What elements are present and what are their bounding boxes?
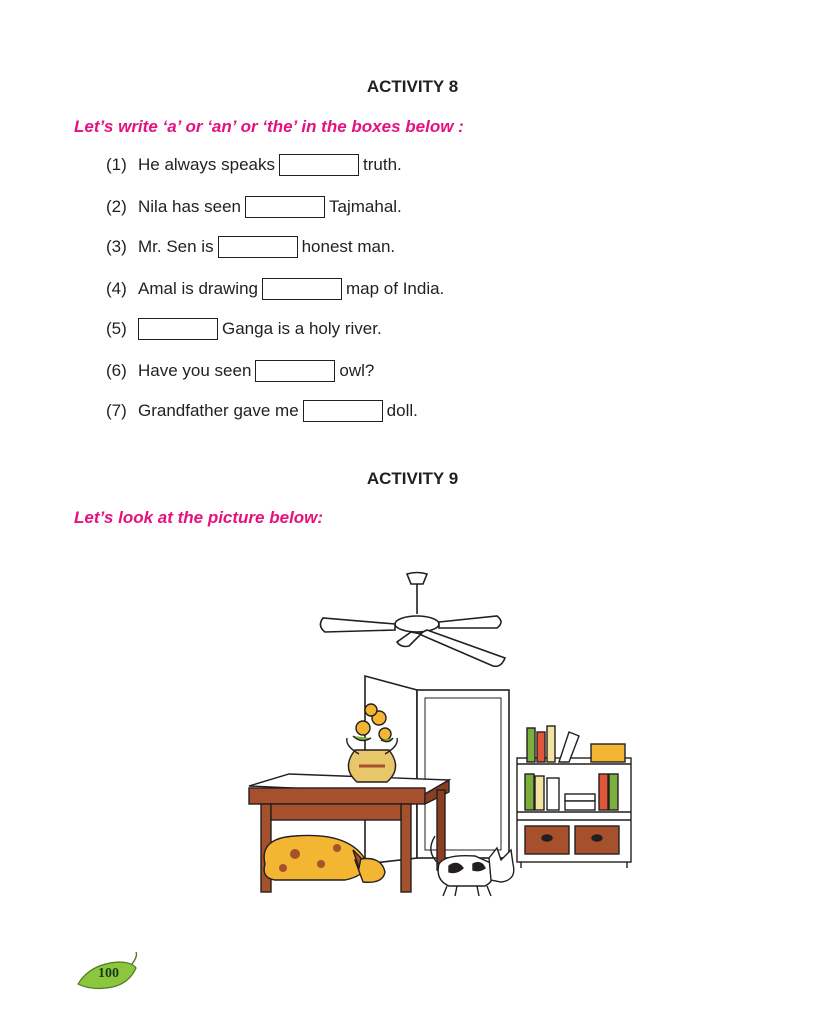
bookshelf [517,726,631,868]
question-number: (5) [106,319,127,338]
answer-box-1[interactable] [279,154,359,176]
answer-box-5[interactable] [138,318,218,340]
question-text-after: Ganga is a holy river. [222,319,382,338]
question-text-before: Have you seen [138,361,252,380]
question-text-after: doll. [386,401,418,420]
question-number: (6) [106,361,127,380]
answer-box-4[interactable] [262,278,342,300]
question-text-after: map of India. [346,279,445,298]
question-1 [106,152,402,178]
question-4 [106,276,444,302]
question-number: (7) [106,401,127,420]
question-text-after: Tajmahal. [329,197,402,216]
activity-8-heading: ACTIVITY 8 [366,77,459,96]
question-6 [106,358,374,384]
question-number: (2) [106,197,127,216]
question-text-before: He always speaks [138,155,276,174]
question-number: (4) [106,279,127,298]
question-3 [106,234,395,260]
question-2 [106,194,402,220]
activity-9-heading: ACTIVITY 9 [366,469,459,488]
question-5 [106,316,382,342]
ceiling-fan [320,573,505,667]
answer-box-2[interactable] [245,196,325,218]
page-number: 100 [98,966,119,981]
room-illustration [235,568,645,913]
question-text-after: owl? [339,361,375,380]
answer-box-3[interactable] [218,236,298,258]
question-text-before: Amal is drawing [138,279,258,298]
question-text-before: Nila has seen [138,197,242,216]
question-text-after: honest man. [301,237,396,256]
question-text-before: Grandfather gave me [138,401,299,420]
answer-box-6[interactable] [255,360,335,382]
answer-box-7[interactable] [303,400,383,422]
question-text-after: truth. [363,155,402,174]
activity-9-instruction: Let’s look at the picture below: [74,508,324,527]
activity-8-instruction: Let’s write ‘a’ or ‘an’ or ‘the’ in the boxes below : [74,117,464,136]
question-number: (3) [106,237,127,256]
question-text-before: Mr. Sen is [138,237,214,256]
question-number: (1) [106,155,127,174]
question-7 [106,398,418,424]
